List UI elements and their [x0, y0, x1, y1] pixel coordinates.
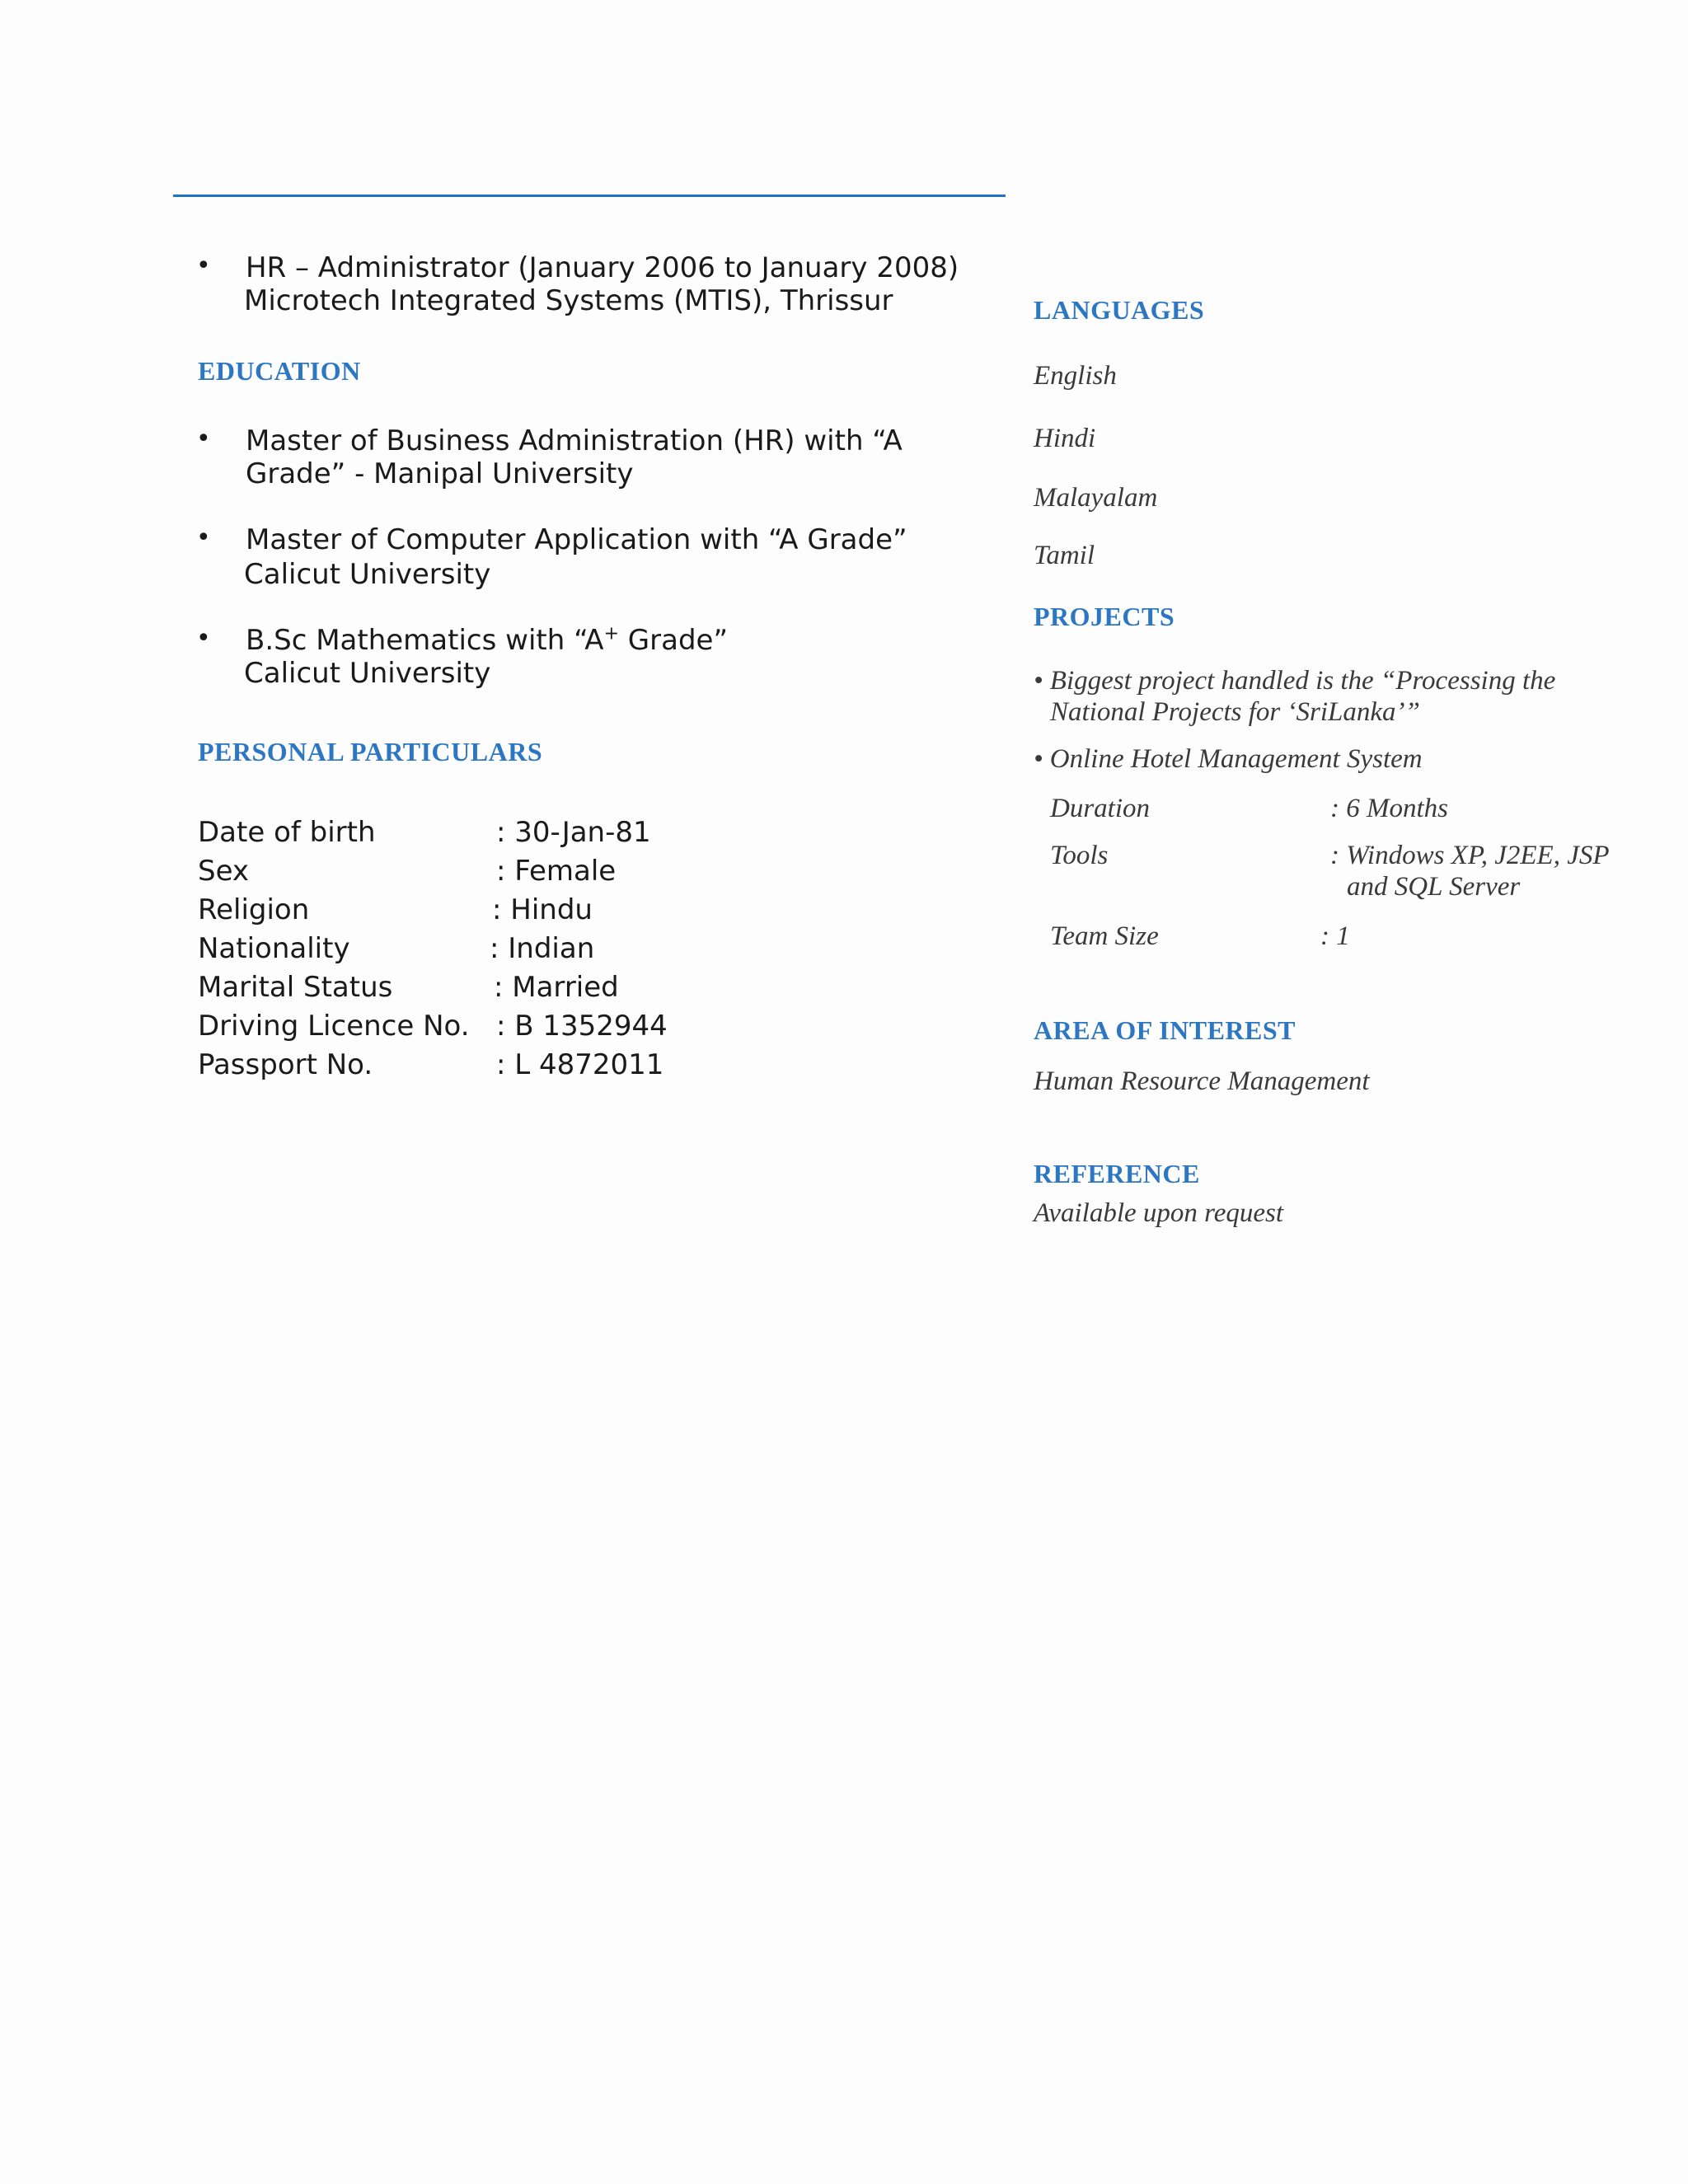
language-item: Hindi	[1034, 424, 1096, 453]
languages-heading: LANGUAGES	[1034, 295, 1205, 325]
reference-text: Available upon request	[1034, 1198, 1284, 1228]
education-item-1-line1: Master of Business Administration (HR) with “A	[246, 424, 903, 457]
bullet-icon: •	[196, 424, 211, 453]
passport-value: : L 4872011	[496, 1048, 664, 1081]
language-item: Tamil	[1034, 541, 1095, 570]
bullet-icon: •	[196, 523, 211, 552]
dob-label: Date of birth	[198, 816, 376, 849]
language-item: Malayalam	[1034, 483, 1158, 513]
interest-heading: AREA OF INTEREST	[1034, 1015, 1296, 1045]
education-item-2-line2: Calicut University	[244, 558, 491, 591]
project-2-title: • Online Hotel Management System	[1034, 744, 1423, 774]
passport-label: Passport No.	[198, 1048, 373, 1081]
team-size-label: Team Size	[1050, 921, 1159, 951]
religion-value: : Hindu	[492, 893, 593, 926]
experience-title: HR – Administrator (January 2006 to January 2008)	[246, 251, 959, 284]
reference-heading: REFERENCE	[1034, 1159, 1200, 1188]
driving-licence-value: : B 1352944	[496, 1010, 668, 1043]
duration-label: Duration	[1050, 794, 1151, 823]
tools-value-line2: and SQL Server	[1347, 872, 1521, 902]
tools-label: Tools	[1050, 841, 1109, 870]
religion-label: Religion	[198, 893, 310, 926]
projects-heading: PROJECTS	[1034, 602, 1175, 631]
education-heading: EDUCATION	[198, 356, 361, 386]
experience-company: Microtech Integrated Systems (MTIS), Thrissur	[244, 284, 893, 317]
personal-heading: PERSONAL PARTICULARS	[198, 737, 543, 766]
project-1-line1: • Biggest project handled is the “Processing the	[1034, 666, 1556, 696]
team-size-value: : 1	[1320, 921, 1350, 951]
sex-label: Sex	[198, 855, 250, 888]
nationality-value: : Indian	[490, 932, 595, 965]
language-item: English	[1034, 361, 1117, 391]
sex-value: : Female	[496, 855, 617, 888]
education-item-1-line2: Grade” - Manipal University	[246, 457, 634, 490]
header-divider-line	[173, 194, 1006, 197]
interest-text: Human Resource Management	[1034, 1066, 1370, 1096]
bullet-icon: •	[196, 251, 211, 280]
bullet-icon: •	[196, 624, 211, 653]
tools-value-line1: : Windows XP, J2EE, JSP	[1330, 841, 1610, 870]
dob-value: : 30-Jan-81	[496, 816, 651, 849]
nationality-label: Nationality	[198, 932, 350, 965]
marital-status-value: : Married	[494, 971, 619, 1004]
marital-status-label: Marital Status	[198, 971, 393, 1004]
driving-licence-label: Driving Licence No.	[198, 1010, 470, 1043]
duration-value: : 6 Months	[1330, 794, 1448, 823]
education-item-2-line1: Master of Computer Application with “A Grade”	[246, 523, 907, 556]
education-item-3-line1: B.Sc Mathematics with “A+ Grade”	[246, 623, 729, 657]
project-1-line2: National Projects for ‘SriLanka’”	[1050, 697, 1420, 727]
education-item-3-line2: Calicut University	[244, 657, 491, 690]
